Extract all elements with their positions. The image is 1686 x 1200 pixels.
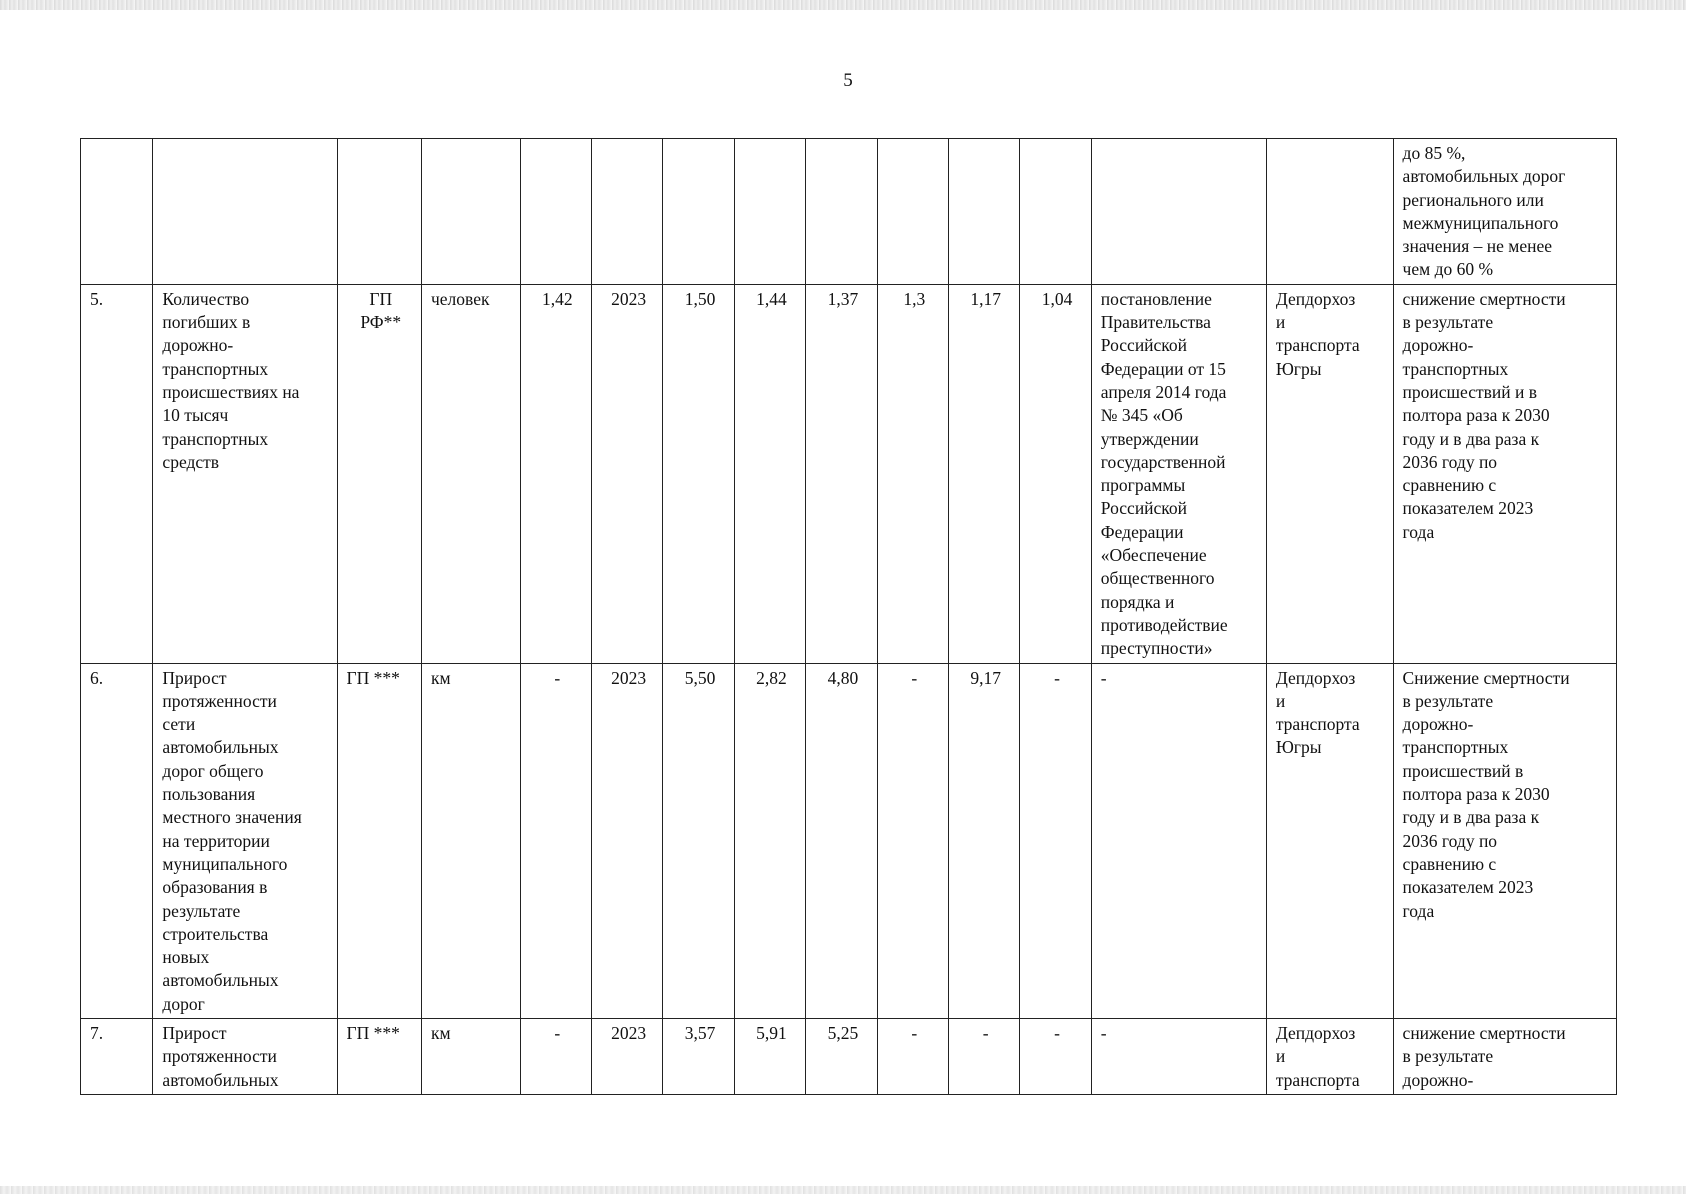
cell-value xyxy=(806,139,877,285)
cell-number xyxy=(81,139,153,285)
cell-value: 1,50 xyxy=(663,284,734,663)
cell-value xyxy=(734,139,805,285)
cell-goal: снижение смертности в результате дорожно- транспортных происшествий и в полтора раза к 2030 году и в два раза к 2036 году по сравнению с показателем 2023 года xyxy=(1393,284,1616,663)
cell-value: 1,04 xyxy=(1020,284,1091,663)
cell-value: 5,50 xyxy=(663,663,734,1018)
cell-responsible: Депдорхоз и транспорта xyxy=(1266,1018,1393,1094)
cell-level xyxy=(337,139,421,285)
cell-indicator-name xyxy=(153,139,337,285)
cell-value: 4,80 xyxy=(806,663,877,1018)
cell-indicator-name: Количество погибших в дорожно- транспортных происшествиях на 10 тысяч транспортных средств xyxy=(153,284,337,663)
cell-unit: км xyxy=(421,663,520,1018)
cell-value xyxy=(877,139,948,285)
cell-level: ГП *** xyxy=(337,663,421,1018)
cell-base-value: 1,42 xyxy=(520,284,591,663)
cell-value: 3,57 xyxy=(663,1018,734,1094)
indicators-table xyxy=(80,138,1617,1095)
cell-value: 1,44 xyxy=(734,284,805,663)
cell-goal: до 85 %, автомобильных дорог регионального или межмуниципального значения – не менее чем до 60 % xyxy=(1393,139,1616,285)
cell-value: - xyxy=(948,1018,1019,1094)
cell-value: 2,82 xyxy=(734,663,805,1018)
page-number: 5 xyxy=(843,70,853,91)
table-row xyxy=(81,1018,1617,1094)
cell-document xyxy=(1091,139,1266,285)
cell-base-value: - xyxy=(520,663,591,1018)
cell-responsible: Депдорхоз и транспорта Югры xyxy=(1266,284,1393,663)
cell-document: - xyxy=(1091,1018,1266,1094)
cell-indicator-name: Прирост протяженности автомобильных xyxy=(153,1018,337,1094)
cell-value: - xyxy=(1020,1018,1091,1094)
cell-value: 1,37 xyxy=(806,284,877,663)
cell-goal: Снижение смертности в результате дорожно- транспортных происшествий в полтора раза к 2030 году и в два раза к 2036 году по сравнению с показателем 2023 года xyxy=(1393,663,1616,1018)
cell-base-year: 2023 xyxy=(591,284,662,663)
scan-edge-top xyxy=(0,0,1686,10)
cell-base-value xyxy=(520,139,591,285)
cell-responsible: Депдорхоз и транспорта Югры xyxy=(1266,663,1393,1018)
cell-value: 5,25 xyxy=(806,1018,877,1094)
cell-value: 1,17 xyxy=(948,284,1019,663)
table-row xyxy=(81,663,1617,1018)
cell-number: 5. xyxy=(81,284,153,663)
cell-number: 7. xyxy=(81,1018,153,1094)
cell-base-year: 2023 xyxy=(591,1018,662,1094)
cell-unit xyxy=(421,139,520,285)
scan-edge-bottom xyxy=(0,1186,1686,1194)
cell-value: - xyxy=(877,1018,948,1094)
table-row xyxy=(81,284,1617,663)
table-row-continuation xyxy=(81,139,1617,285)
cell-value: 1,3 xyxy=(877,284,948,663)
cell-goal: снижение смертности в результате дорожно- xyxy=(1393,1018,1616,1094)
cell-base-year: 2023 xyxy=(591,663,662,1018)
cell-value xyxy=(663,139,734,285)
cell-value xyxy=(948,139,1019,285)
cell-value: 9,17 xyxy=(948,663,1019,1018)
cell-responsible xyxy=(1266,139,1393,285)
cell-base-year xyxy=(591,139,662,285)
cell-value: - xyxy=(877,663,948,1018)
cell-value: - xyxy=(1020,663,1091,1018)
cell-unit: км xyxy=(421,1018,520,1094)
cell-number: 6. xyxy=(81,663,153,1018)
cell-level: ГП РФ** xyxy=(337,284,421,663)
cell-document: постановление Правительства Российской Федерации от 15 апреля 2014 года № 345 «Об утверждении государственной программы Российской Федерации «Обеспечение общественного порядка и противодействие преступности» xyxy=(1091,284,1266,663)
cell-document: - xyxy=(1091,663,1266,1018)
cell-indicator-name: Прирост протяженности сети автомобильных дорог общего пользования местного значения на территории муниципального образования в результате строительства новых автомобильных дорог xyxy=(153,663,337,1018)
cell-unit: человек xyxy=(421,284,520,663)
cell-base-value: - xyxy=(520,1018,591,1094)
cell-value: 5,91 xyxy=(734,1018,805,1094)
cell-level: ГП *** xyxy=(337,1018,421,1094)
cell-value xyxy=(1020,139,1091,285)
